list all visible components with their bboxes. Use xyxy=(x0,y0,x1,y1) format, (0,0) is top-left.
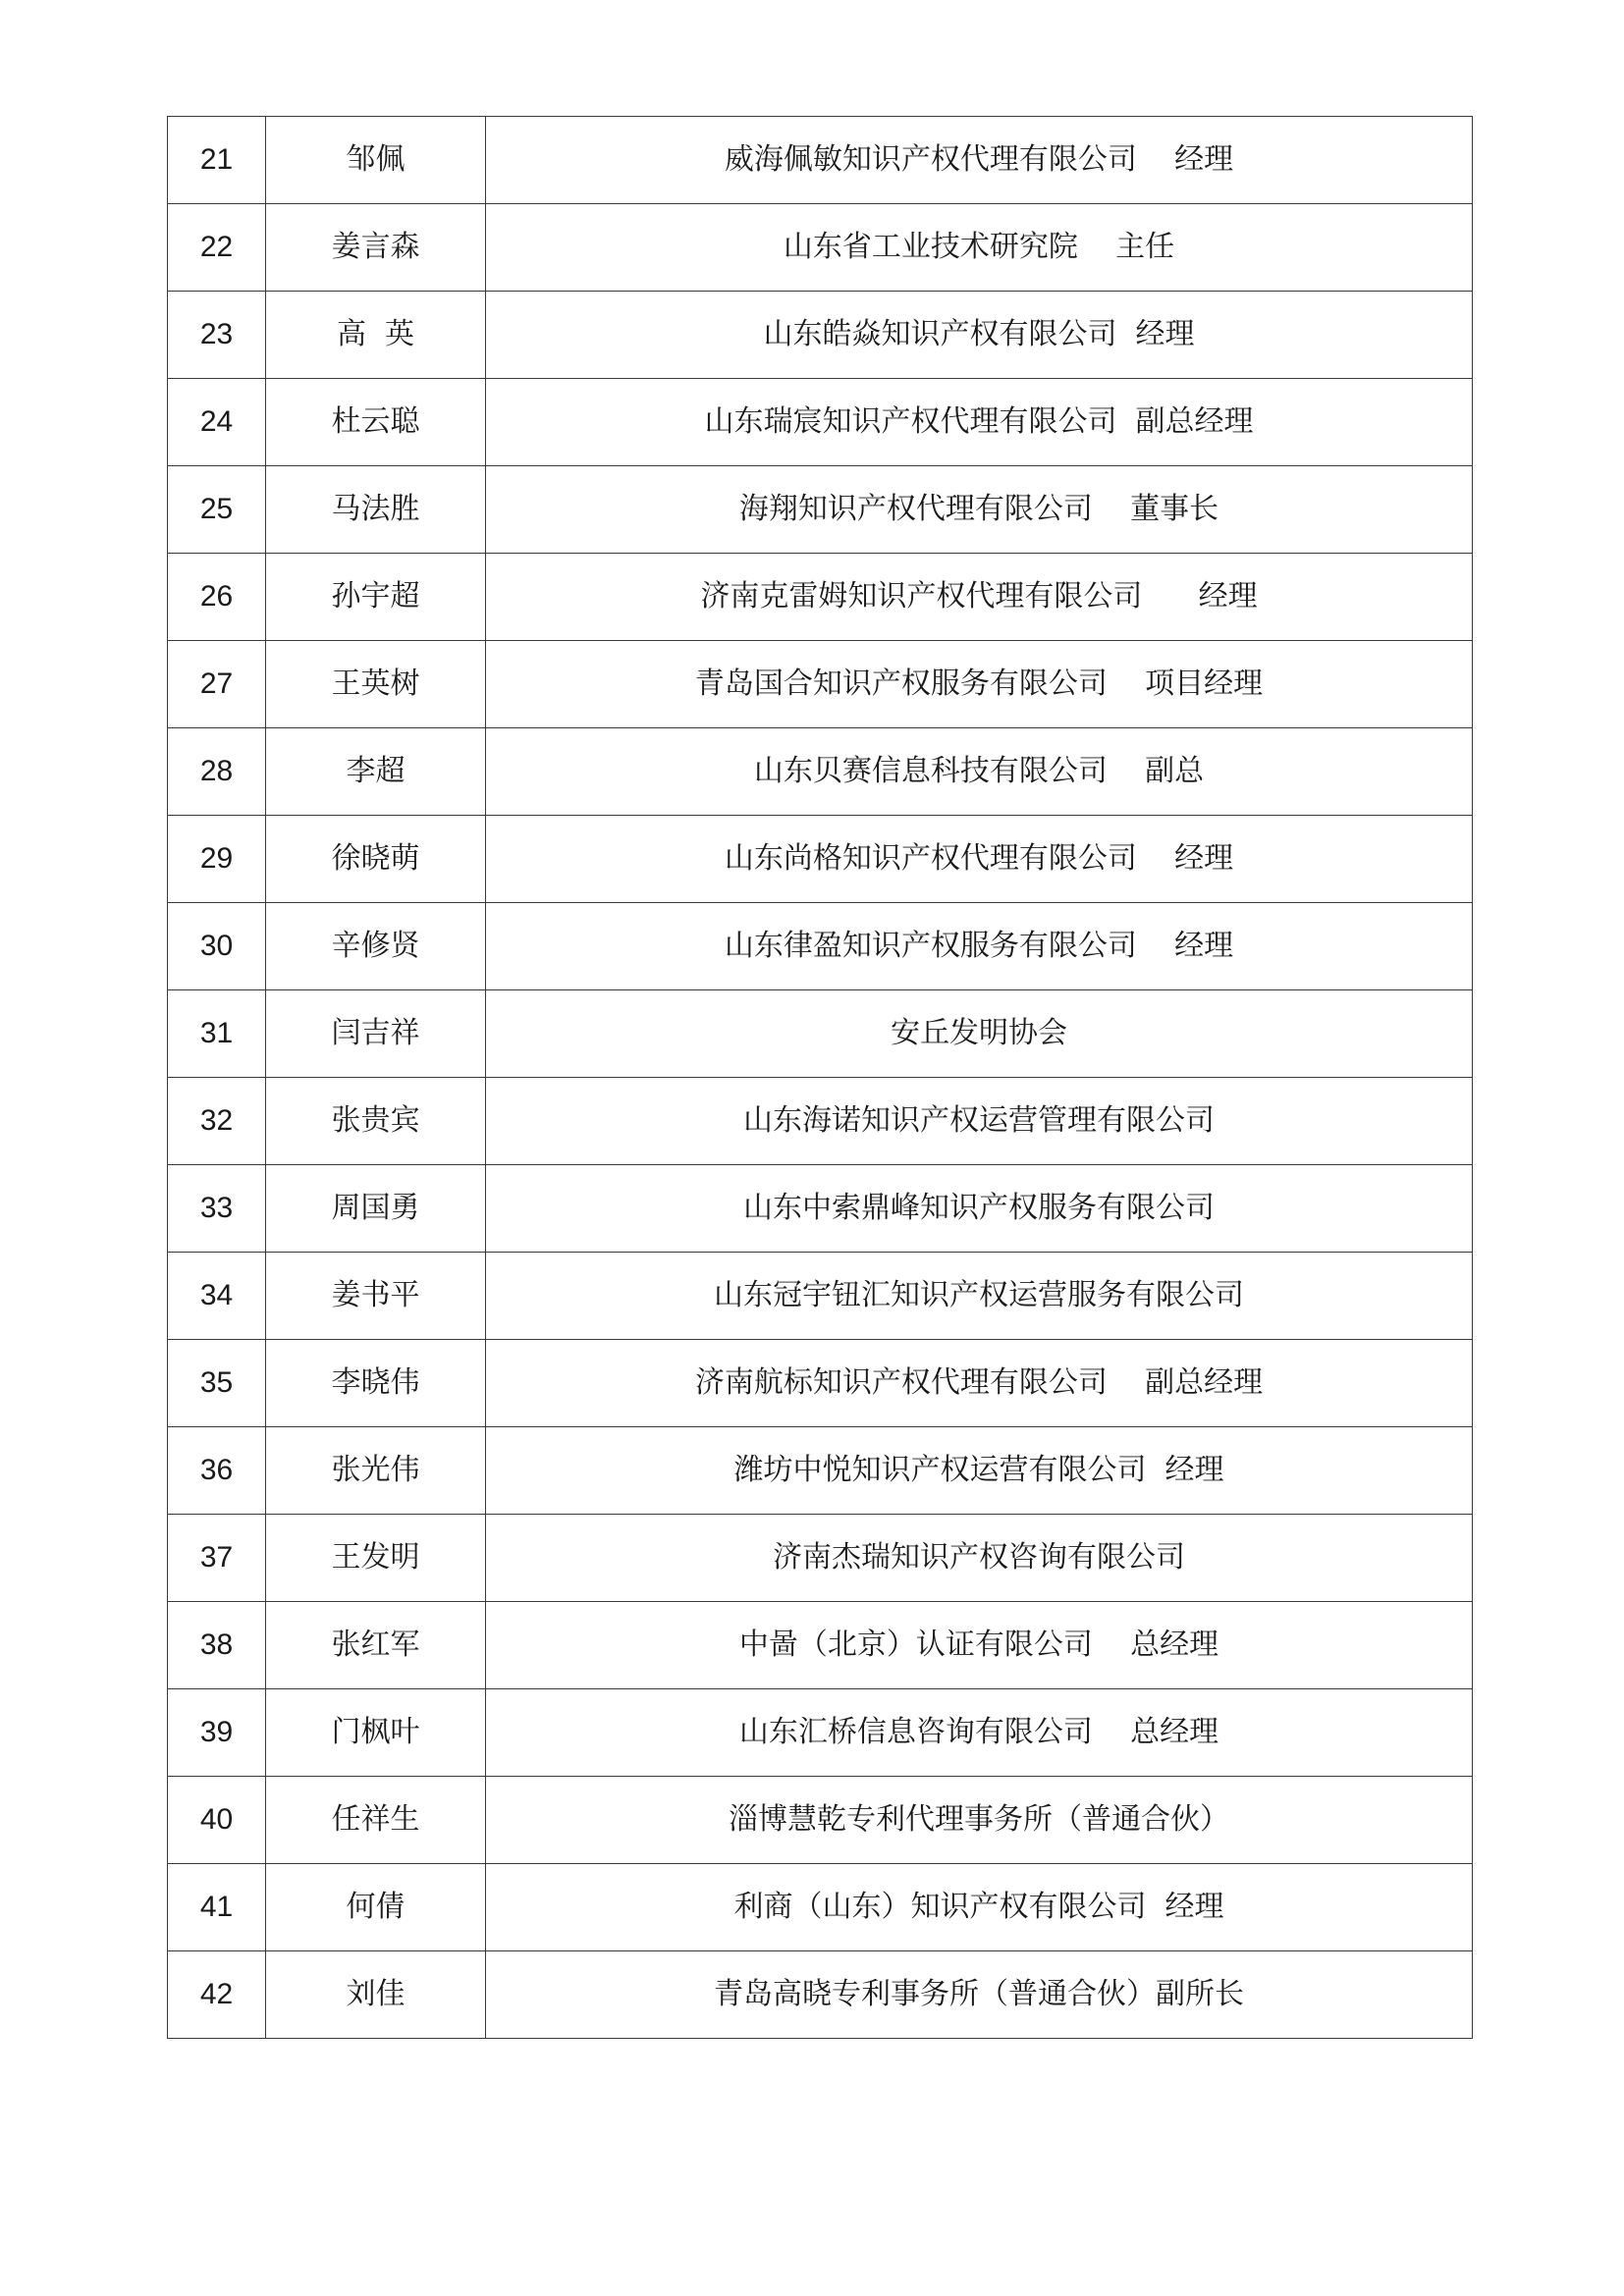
row-number: 29 xyxy=(168,816,266,903)
row-number: 35 xyxy=(168,1340,266,1427)
row-number: 40 xyxy=(168,1777,266,1864)
row-number: 22 xyxy=(168,204,266,292)
table-row xyxy=(168,990,1473,1078)
member-name: 张红军 xyxy=(266,1602,486,1689)
table-row xyxy=(168,903,1473,990)
member-name: 张光伟 xyxy=(266,1427,486,1515)
organization-title: 山东汇桥信息咨询有限公司 总经理 xyxy=(486,1689,1473,1777)
member-name: 姜书平 xyxy=(266,1253,486,1340)
member-name: 李晓伟 xyxy=(266,1340,486,1427)
row-number: 27 xyxy=(168,641,266,728)
row-number: 33 xyxy=(168,1165,266,1253)
table-row xyxy=(168,641,1473,728)
organization-title: 山东律盈知识产权服务有限公司 经理 xyxy=(486,903,1473,990)
organization-title: 山东贝赛信息科技有限公司 副总 xyxy=(486,728,1473,816)
row-number: 23 xyxy=(168,292,266,379)
row-number: 34 xyxy=(168,1253,266,1340)
member-name: 王发明 xyxy=(266,1515,486,1602)
member-name: 门枫叶 xyxy=(266,1689,486,1777)
table-row xyxy=(168,1078,1473,1165)
organization-title: 山东中索鼎峰知识产权服务有限公司 xyxy=(486,1165,1473,1253)
row-number: 24 xyxy=(168,379,266,466)
table-row xyxy=(168,379,1473,466)
row-number: 42 xyxy=(168,1951,266,2039)
table-row xyxy=(168,466,1473,554)
row-number: 38 xyxy=(168,1602,266,1689)
table-row xyxy=(168,1864,1473,1951)
row-number: 41 xyxy=(168,1864,266,1951)
member-name: 高 英 xyxy=(266,292,486,379)
organization-title: 山东尚格知识产权代理有限公司 经理 xyxy=(486,816,1473,903)
table-row xyxy=(168,1689,1473,1777)
organization-title: 山东冠宇钮汇知识产权运营服务有限公司 xyxy=(486,1253,1473,1340)
organization-title: 济南航标知识产权代理有限公司 副总经理 xyxy=(486,1340,1473,1427)
member-name: 杜云聪 xyxy=(266,379,486,466)
member-name: 辛修贤 xyxy=(266,903,486,990)
row-number: 37 xyxy=(168,1515,266,1602)
organization-title: 青岛高晓专利事务所（普通合伙）副所长 xyxy=(486,1951,1473,2039)
member-name: 何倩 xyxy=(266,1864,486,1951)
table-row xyxy=(168,292,1473,379)
table-row xyxy=(168,1165,1473,1253)
row-number: 21 xyxy=(168,117,266,204)
member-name: 马法胜 xyxy=(266,466,486,554)
member-name: 张贵宾 xyxy=(266,1078,486,1165)
member-name: 王英树 xyxy=(266,641,486,728)
organization-title: 安丘发明协会 xyxy=(486,990,1473,1078)
organization-title: 潍坊中悦知识产权运营有限公司 经理 xyxy=(486,1427,1473,1515)
member-name: 孙宇超 xyxy=(266,554,486,641)
member-name: 李超 xyxy=(266,728,486,816)
table-row xyxy=(168,1602,1473,1689)
organization-title: 山东省工业技术研究院 主任 xyxy=(486,204,1473,292)
table-row xyxy=(168,1515,1473,1602)
organization-title: 利商（山东）知识产权有限公司 经理 xyxy=(486,1864,1473,1951)
row-number: 36 xyxy=(168,1427,266,1515)
table-row xyxy=(168,117,1473,204)
row-number: 31 xyxy=(168,990,266,1078)
member-name: 姜言森 xyxy=(266,204,486,292)
row-number: 39 xyxy=(168,1689,266,1777)
table-row xyxy=(168,554,1473,641)
member-name: 徐晓萌 xyxy=(266,816,486,903)
table-row xyxy=(168,1427,1473,1515)
member-name: 周国勇 xyxy=(266,1165,486,1253)
row-number: 30 xyxy=(168,903,266,990)
organization-title: 山东皓焱知识产权有限公司 经理 xyxy=(486,292,1473,379)
organization-title: 海翔知识产权代理有限公司 董事长 xyxy=(486,466,1473,554)
member-name: 刘佳 xyxy=(266,1951,486,2039)
row-number: 32 xyxy=(168,1078,266,1165)
organization-title: 山东瑞宸知识产权代理有限公司 副总经理 xyxy=(486,379,1473,466)
organization-title: 济南克雷姆知识产权代理有限公司 经理 xyxy=(486,554,1473,641)
table-row xyxy=(168,728,1473,816)
row-number: 28 xyxy=(168,728,266,816)
table-row xyxy=(168,1777,1473,1864)
organization-title: 淄博慧乾专利代理事务所（普通合伙） xyxy=(486,1777,1473,1864)
member-name: 邹佩 xyxy=(266,117,486,204)
member-name: 闫吉祥 xyxy=(266,990,486,1078)
table-row xyxy=(168,1340,1473,1427)
table-row xyxy=(168,816,1473,903)
organization-title: 中啚（北京）认证有限公司 总经理 xyxy=(486,1602,1473,1689)
member-roster-table xyxy=(167,116,1473,2039)
table-row xyxy=(168,1951,1473,2039)
organization-title: 济南杰瑞知识产权咨询有限公司 xyxy=(486,1515,1473,1602)
row-number: 26 xyxy=(168,554,266,641)
member-name: 任祥生 xyxy=(266,1777,486,1864)
row-number: 25 xyxy=(168,466,266,554)
organization-title: 青岛国合知识产权服务有限公司 项目经理 xyxy=(486,641,1473,728)
organization-title: 山东海诺知识产权运营管理有限公司 xyxy=(486,1078,1473,1165)
organization-title: 威海佩敏知识产权代理有限公司 经理 xyxy=(486,117,1473,204)
table-row xyxy=(168,1253,1473,1340)
table-row xyxy=(168,204,1473,292)
